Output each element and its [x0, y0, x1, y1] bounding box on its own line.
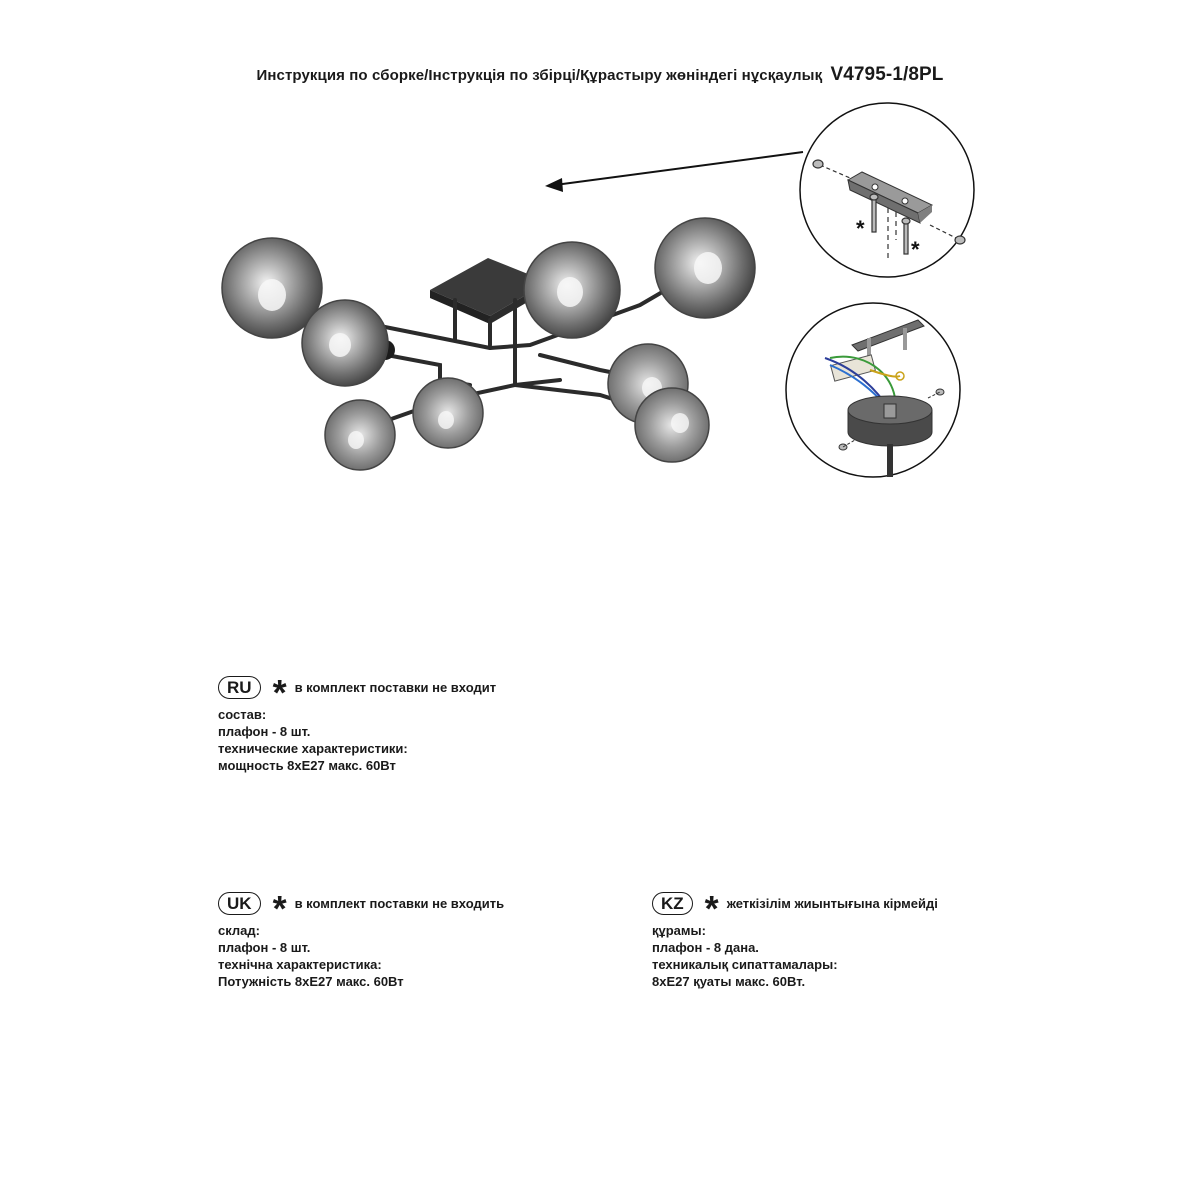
footnote-star-right: * — [911, 237, 920, 262]
spec-line: мощность 8xE27 макс. 60Вт — [218, 758, 396, 773]
spec-line: состав: — [218, 707, 267, 722]
not-included-note-ru: в комплект поставки не входит — [294, 679, 497, 695]
section-kz — [652, 888, 938, 990]
spec-line: плафон - 8 шт. — [218, 724, 311, 739]
language-badge-ru: RU — [218, 676, 261, 699]
footnote-star-ru: * — [272, 672, 287, 713]
not-included-note-kz: жеткізілім жиынтығына кірмейді — [726, 895, 938, 911]
assembly-illustration — [0, 0, 1200, 520]
language-badge-kz: KZ — [652, 892, 693, 915]
footnote-star-kz: * — [704, 888, 719, 929]
language-badge-uk: UK — [218, 892, 261, 915]
detail-bracket-circle — [800, 103, 974, 277]
spec-line: плафон - 8 шт. — [218, 940, 311, 955]
section-uk — [218, 888, 504, 990]
not-included-note-uk: в комплект поставки не входить — [294, 895, 505, 911]
spec-line: 8xE27 қуаты макс. 60Вт. — [652, 974, 806, 989]
spec-line: склад: — [218, 923, 260, 938]
footnote-star-left: * — [856, 216, 865, 241]
spec-line: техникалық сипаттамалары: — [652, 957, 838, 972]
spec-line: плафон - 8 дана. — [652, 940, 759, 955]
spec-line: технічна характеристика: — [218, 957, 382, 972]
title-text: Инструкция по сборке/Інструкція по збірці/Құрастыру жөніндегі нұсқаулық — [256, 67, 823, 84]
pointer-arrow — [545, 152, 803, 192]
spec-line: Потужність 8xE27 макс. 60Вт — [218, 974, 404, 989]
detail-wiring-circle — [786, 303, 960, 477]
footnote-star-uk: * — [272, 888, 287, 929]
section-ru — [218, 672, 496, 774]
model-number: V4795-1/8PL — [830, 64, 944, 85]
spec-line: технические характеристики: — [218, 741, 408, 756]
spec-line: құрамы: — [652, 923, 706, 938]
chandelier-drawing — [222, 218, 755, 470]
